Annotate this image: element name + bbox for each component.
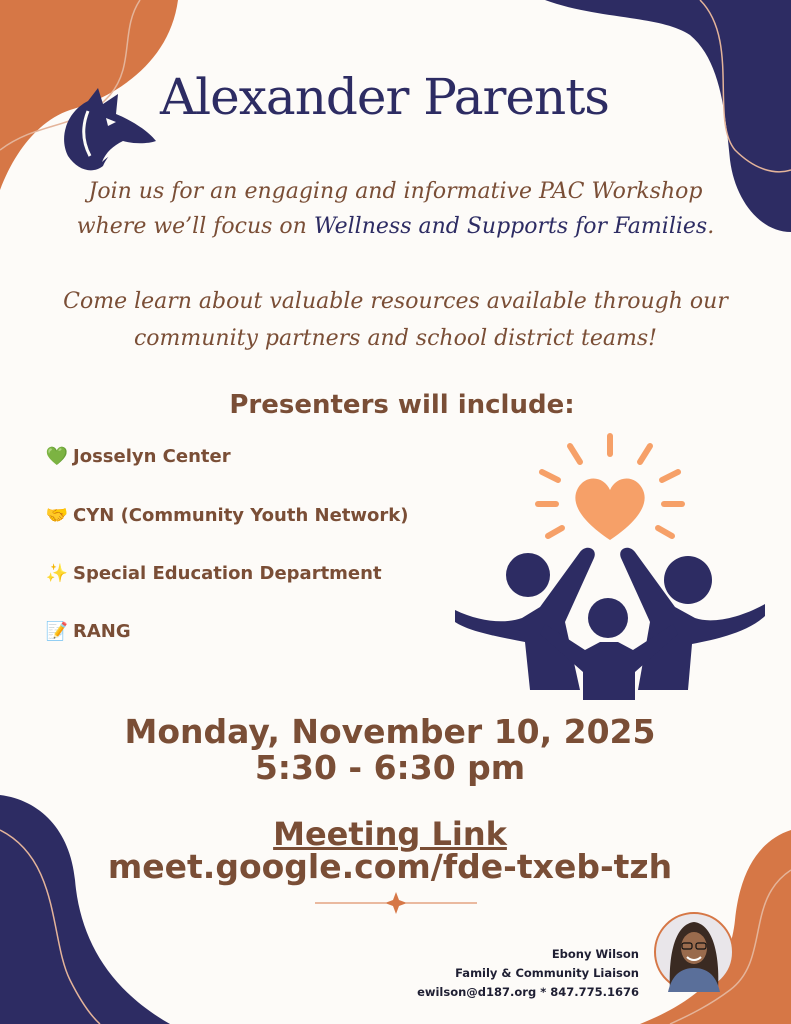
contact-details: ewilson@d187.org * 847.775.1676 — [417, 985, 639, 999]
presenter-item-rang — [45, 621, 131, 642]
presenter-item-special-education — [45, 563, 382, 584]
avatar — [654, 912, 734, 992]
contact-info — [417, 945, 639, 1002]
family-figures — [455, 548, 765, 700]
presenter-label: Special Education Department — [73, 563, 382, 584]
page-title: Alexander Parents — [160, 68, 609, 126]
event-time: 5:30 - 6:30 pm — [254, 748, 526, 787]
intro-highlight: Wellness and Supports for Families — [313, 214, 708, 239]
sparkles-icon: ✨ — [45, 563, 69, 584]
handshake-icon: 🤝 — [45, 505, 69, 526]
presenter-item-cyn — [45, 505, 409, 526]
meeting-link-label[interactable]: Meeting Link — [273, 815, 507, 853]
presenter-label: RANG — [73, 621, 131, 642]
family-heart-illustration — [450, 432, 770, 702]
presenter-label: Josselyn Center — [73, 446, 231, 467]
contact-name: Ebony Wilson — [551, 947, 639, 961]
intro-line-1: Join us for an engaging and informative PAC Workshop — [88, 179, 703, 204]
memo-icon: 📝 — [45, 621, 69, 642]
green-heart-icon: 💚 — [45, 446, 69, 467]
event-date: Monday, November 10, 2025 — [124, 712, 656, 751]
ornament-divider — [315, 890, 477, 916]
presenter-label: CYN (Community Youth Network) — [73, 505, 409, 526]
intro-body — [30, 283, 761, 357]
contact-role: Family & Community Liaison — [455, 966, 639, 980]
heart-icon — [575, 478, 644, 540]
event-date-time — [0, 714, 780, 786]
intro-body-line-2: community partners and school district teams! — [133, 326, 658, 351]
presenters-heading: Presenters will include: — [229, 390, 575, 420]
intro-text — [40, 174, 751, 244]
presenter-item-josselyn-center — [45, 446, 231, 467]
intro-line-2 — [40, 209, 751, 244]
husky-mascot-icon — [58, 86, 158, 176]
intro-body-line-1: Come learn about valuable resources available through our — [63, 289, 728, 314]
intro-line-2-suffix: . — [707, 214, 715, 239]
intro-line-2-prefix: where we’ll focus on — [76, 214, 314, 239]
meeting-link-url[interactable]: meet.google.com/fde-txeb-tzh — [107, 847, 673, 886]
